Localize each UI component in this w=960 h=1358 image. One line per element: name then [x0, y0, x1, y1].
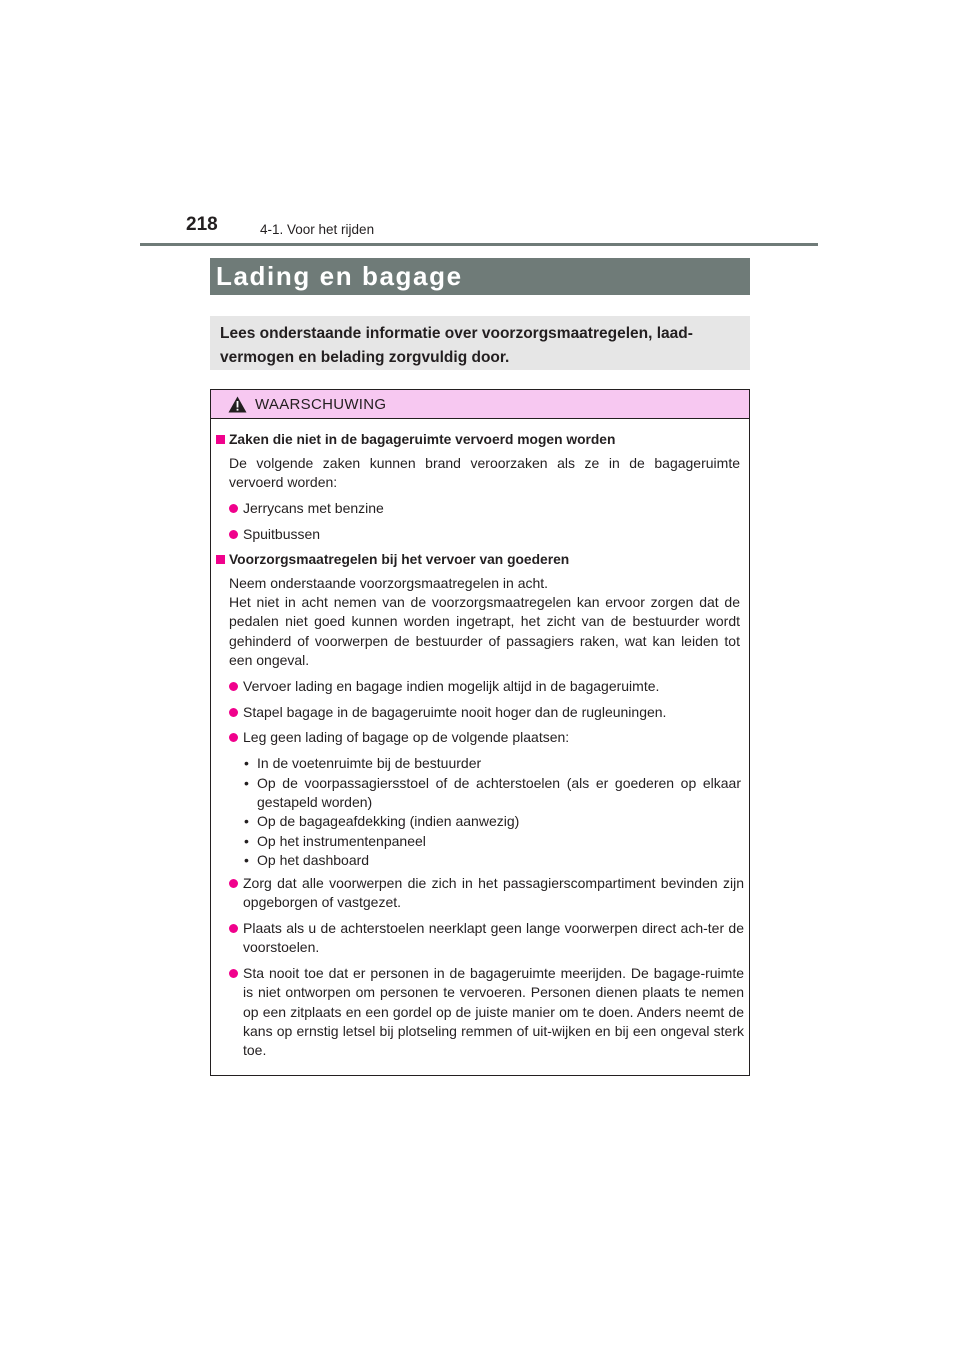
page-title: Lading en bagage: [210, 258, 750, 295]
intro-text: Lees onderstaande informatie over voorzorgsmaatregelen, laad-vermogen en belading zorgvuldig door.: [220, 325, 693, 366]
list-item: Spuitbussen: [229, 525, 744, 544]
circle-bullet-icon: [229, 708, 238, 717]
list-item: Sta nooit toe dat er personen in de bagageruimte meerijden. De bagage-ruimte is niet ontworpen om personen te vervoeren. Personen dienen plaats te nemen op een zitplaats en een gordel op de juiste manier om te doen. Anders neemt de kans op ernstig letsel bij plotseling remmen of uit-wijken en bij een ongeval sterk toe.: [229, 964, 744, 1060]
section-text: Neem onderstaande voorzorgsmaatregelen in acht.: [229, 575, 549, 591]
circle-bullet-icon: [229, 504, 238, 513]
list-item: Leg geen lading of bagage op de volgende plaatsen:: [229, 728, 744, 747]
circle-bullet-icon: [229, 969, 238, 978]
circle-bullet-icon: [229, 682, 238, 691]
circle-bullet-icon: [229, 924, 238, 933]
sub-list-item: • Op het dashboard: [244, 852, 370, 868]
header-divider: [140, 243, 818, 246]
section-text: De volgende zaken kunnen brand veroorzaken als ze in de bagageruimte vervoerd worden:: [229, 455, 740, 491]
warning-header: [211, 390, 749, 419]
sub-list-item: • Op de voorpassagiersstoel of de achterstoelen (als er goederen op elkaar gestapeld worden): [244, 775, 741, 811]
section-text: Het niet in acht nemen van de voorzorgsmaatregelen kan ervoor zorgen dat de pedalen niet goed kunnen worden ingetrapt, het zicht van de bestuurder wordt gehinderd of voorwerpen de bestuurder of passagiers raken, wat kan leiden tot een ongeval.: [229, 594, 740, 668]
square-bullet-icon: [216, 555, 225, 564]
circle-bullet-icon: [229, 879, 238, 888]
intro-box: [210, 316, 750, 370]
sub-list-item: • Op de bagageafdekking (indien aanwezig): [244, 813, 520, 829]
list-item: Stapel bagage in de bagageruimte nooit hoger dan de rugleuningen.: [229, 703, 744, 722]
section-label: 4-1. Voor het rijden: [260, 222, 375, 237]
square-bullet-icon: [216, 435, 225, 444]
list-item: Jerrycans met benzine: [229, 499, 744, 518]
list-item: Vervoer lading en bagage indien mogelijk altijd in de bagageruimte.: [229, 677, 744, 696]
page-number: 218: [186, 214, 218, 235]
circle-bullet-icon: [229, 733, 238, 742]
section-heading: Zaken die niet in de bagageruimte vervoerd mogen worden: [216, 430, 615, 449]
circle-bullet-icon: [229, 530, 238, 539]
list-item: Zorg dat alle voorwerpen die zich in het passagierscompartiment bevinden zijn opgeborgen of vastgezet.: [229, 874, 744, 913]
section-heading: Voorzorgsmaatregelen bij het vervoer van goederen: [216, 550, 569, 569]
sub-list-item: • In de voetenruimte bij de bestuurder: [244, 755, 482, 771]
warning-label: WAARSCHUWING: [255, 395, 387, 413]
warning-triangle-icon: [228, 396, 247, 413]
sub-list-item: • Op het instrumentenpaneel: [244, 833, 426, 849]
list-item: Plaats als u de achterstoelen neerklapt geen lange voorwerpen direct ach-ter de voorstoelen.: [229, 919, 744, 958]
warning-box: [210, 389, 750, 1076]
